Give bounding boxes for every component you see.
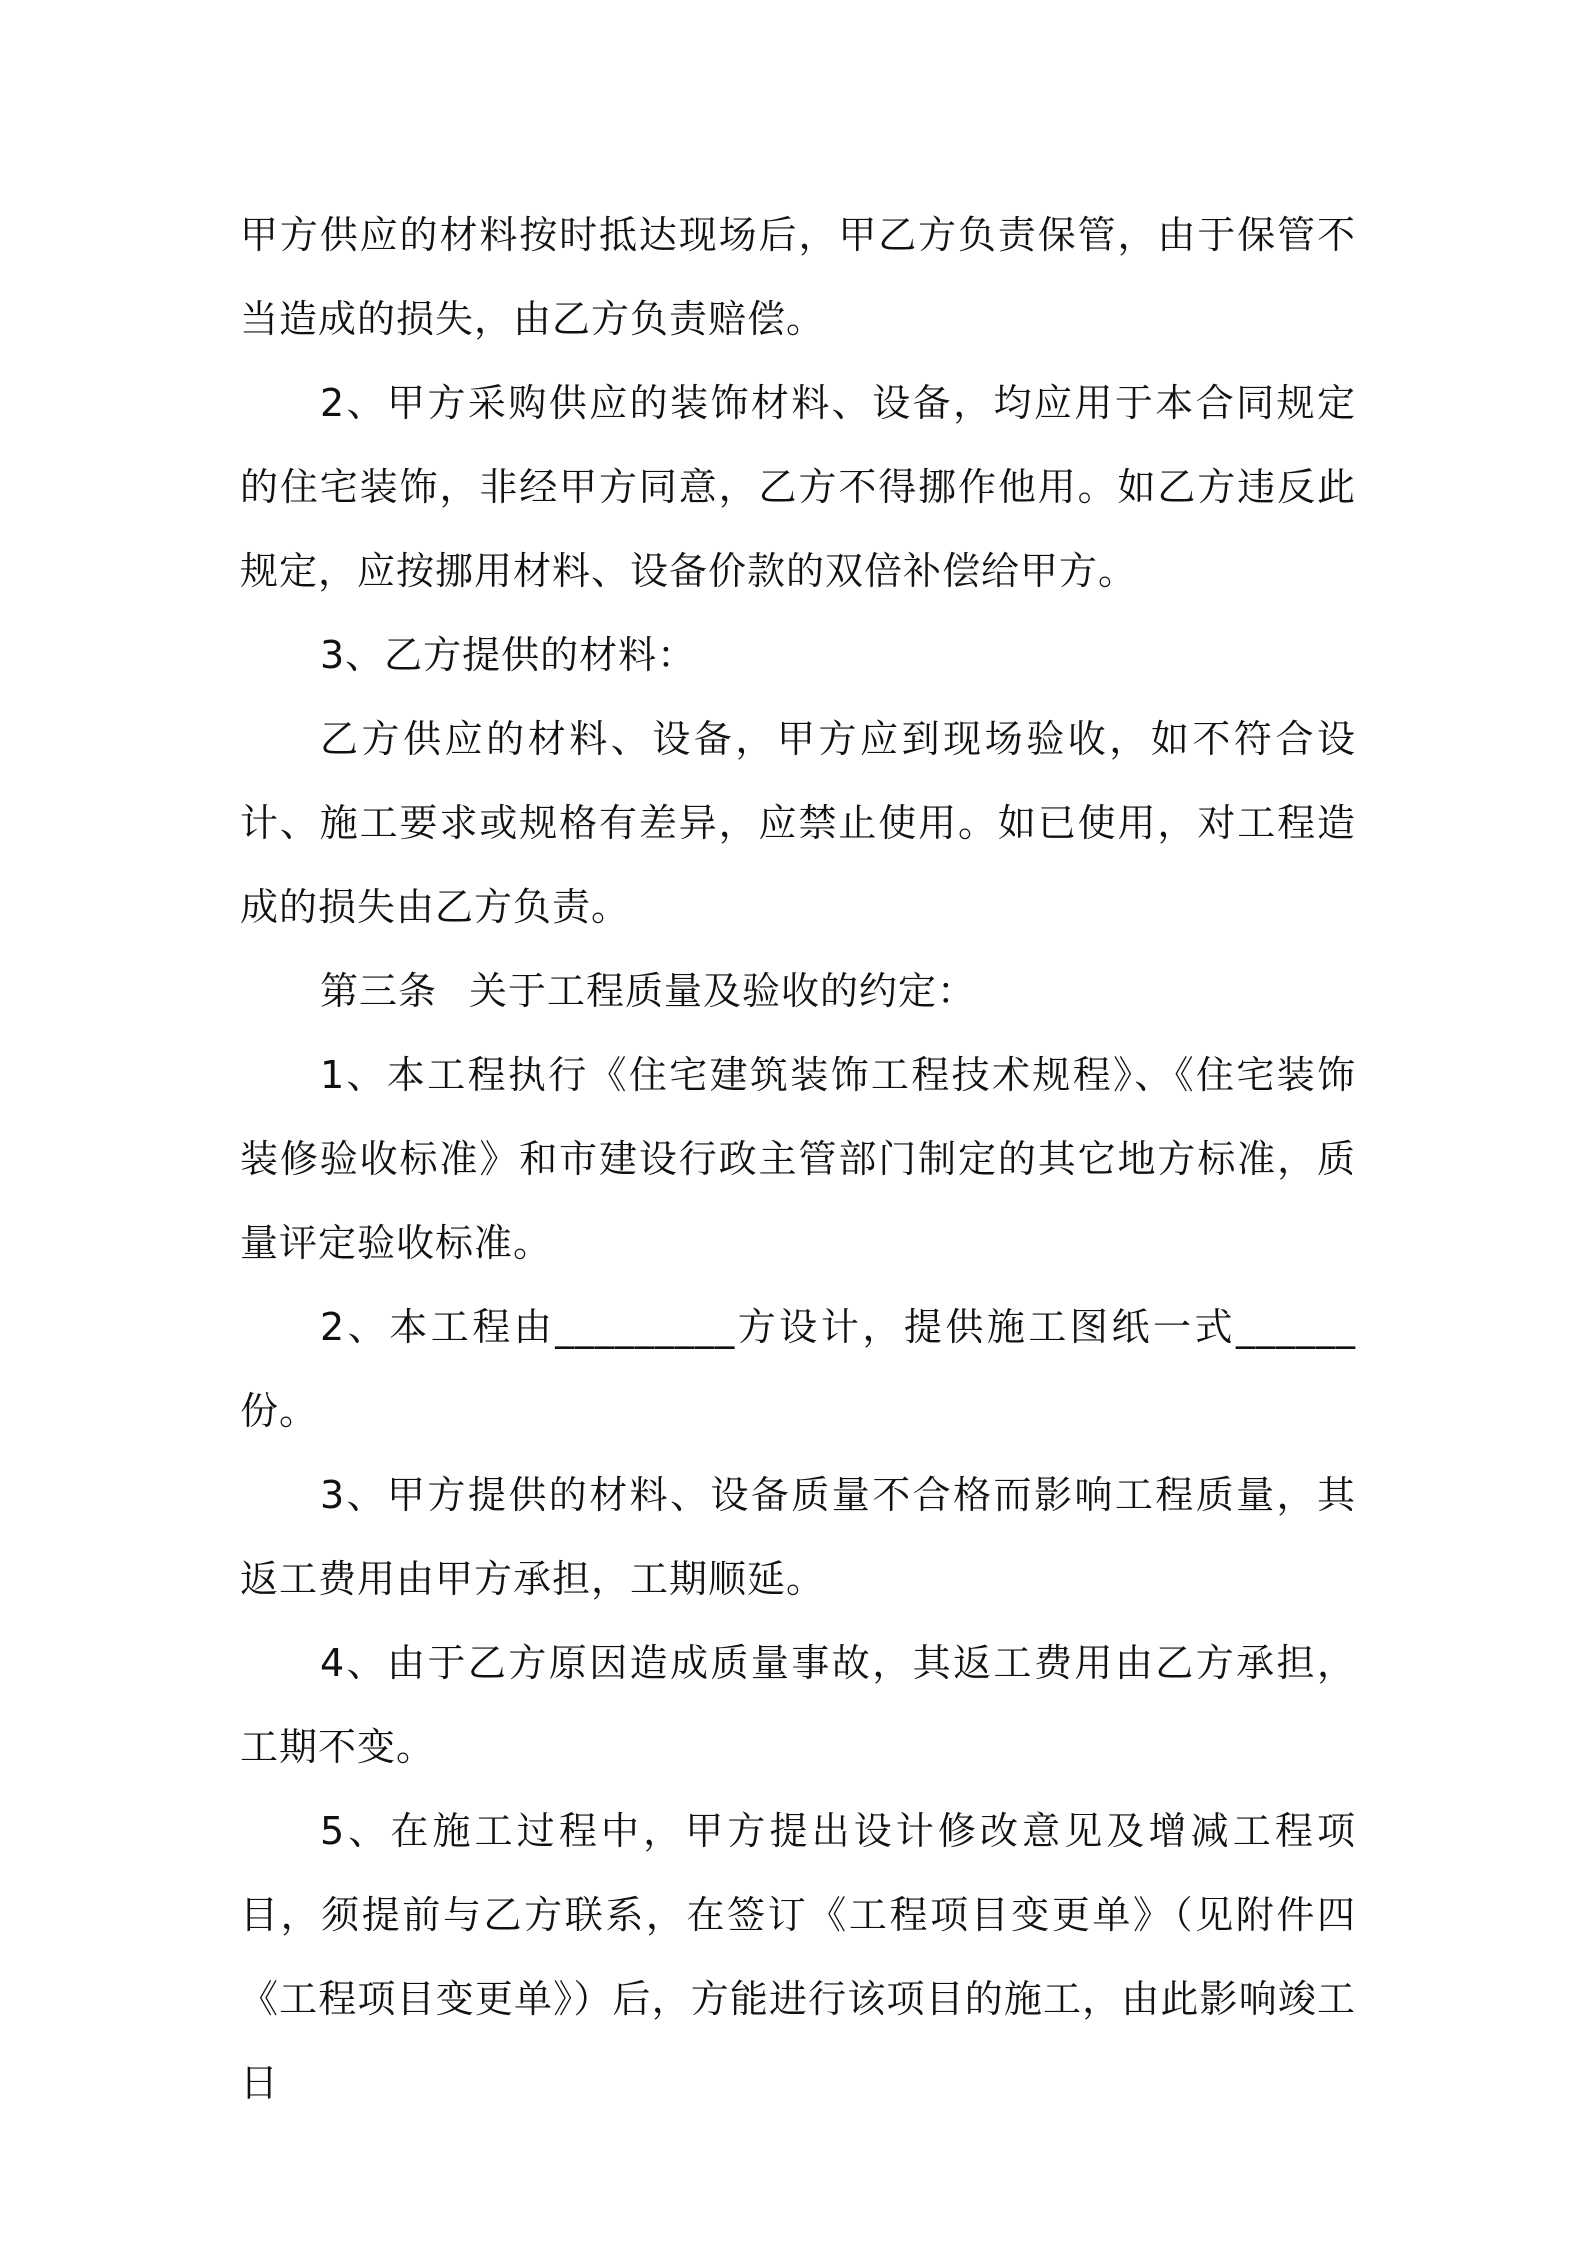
article-number: 第三条 — [320, 969, 438, 1013]
paragraph-material-storage: 甲方供应的材料按时抵达现场后，甲乙方负责保管，由于保管不当造成的损失，由乙方负责赔偿。 — [240, 213, 1356, 341]
document-body — [240, 193, 1356, 2125]
article-title: 关于工程质量及验收的约定： — [469, 969, 977, 1013]
paragraph-clause-3-heading: 3、乙方提供的材料： — [320, 633, 697, 677]
paragraph-design-drawings: 2、本工程由_________方设计，提供施工图纸一式______份。 — [240, 1305, 1356, 1433]
paragraph-client-material-quality: 3、甲方提供的材料、设备质量不合格而影响工程质量，其返工费用由甲方承担，工期顺延。 — [240, 1473, 1356, 1601]
paragraph-contractor-materials: 乙方供应的材料、设备，甲方应到现场验收，如不符合设计、施工要求或规格有差异，应禁止使用。如已使用，对工程造成的损失由乙方负责。 — [240, 717, 1356, 929]
paragraph-clause-2-material-use: 2、甲方采购供应的装饰材料、设备，均应用于本合同规定的住宅装饰，非经甲方同意，乙方不得挪作他用。如乙方违反此规定，应按挪用材料、设备价款的双倍补偿给甲方。 — [240, 381, 1356, 593]
article-3-heading — [240, 949, 1356, 1033]
paragraph-contractor-quality-accident: 4、由于乙方原因造成质量事故，其返工费用由乙方承担，工期不变。 — [240, 1641, 1356, 1769]
paragraph-design-change: 5、在施工过程中，甲方提出设计修改意见及增减工程项目，须提前与乙方联系，在签订《工程项目变更单》（见附件四《工程项目变更单》）后，方能进行该项目的施工，由此影响竣工日 — [240, 1809, 1356, 2105]
paragraph-quality-standards: 1、本工程执行《住宅建筑装饰工程技术规程》、《住宅装饰装修验收标准》和市建设行政主管部门制定的其它地方标准，质量评定验收标准。 — [240, 1053, 1356, 1265]
